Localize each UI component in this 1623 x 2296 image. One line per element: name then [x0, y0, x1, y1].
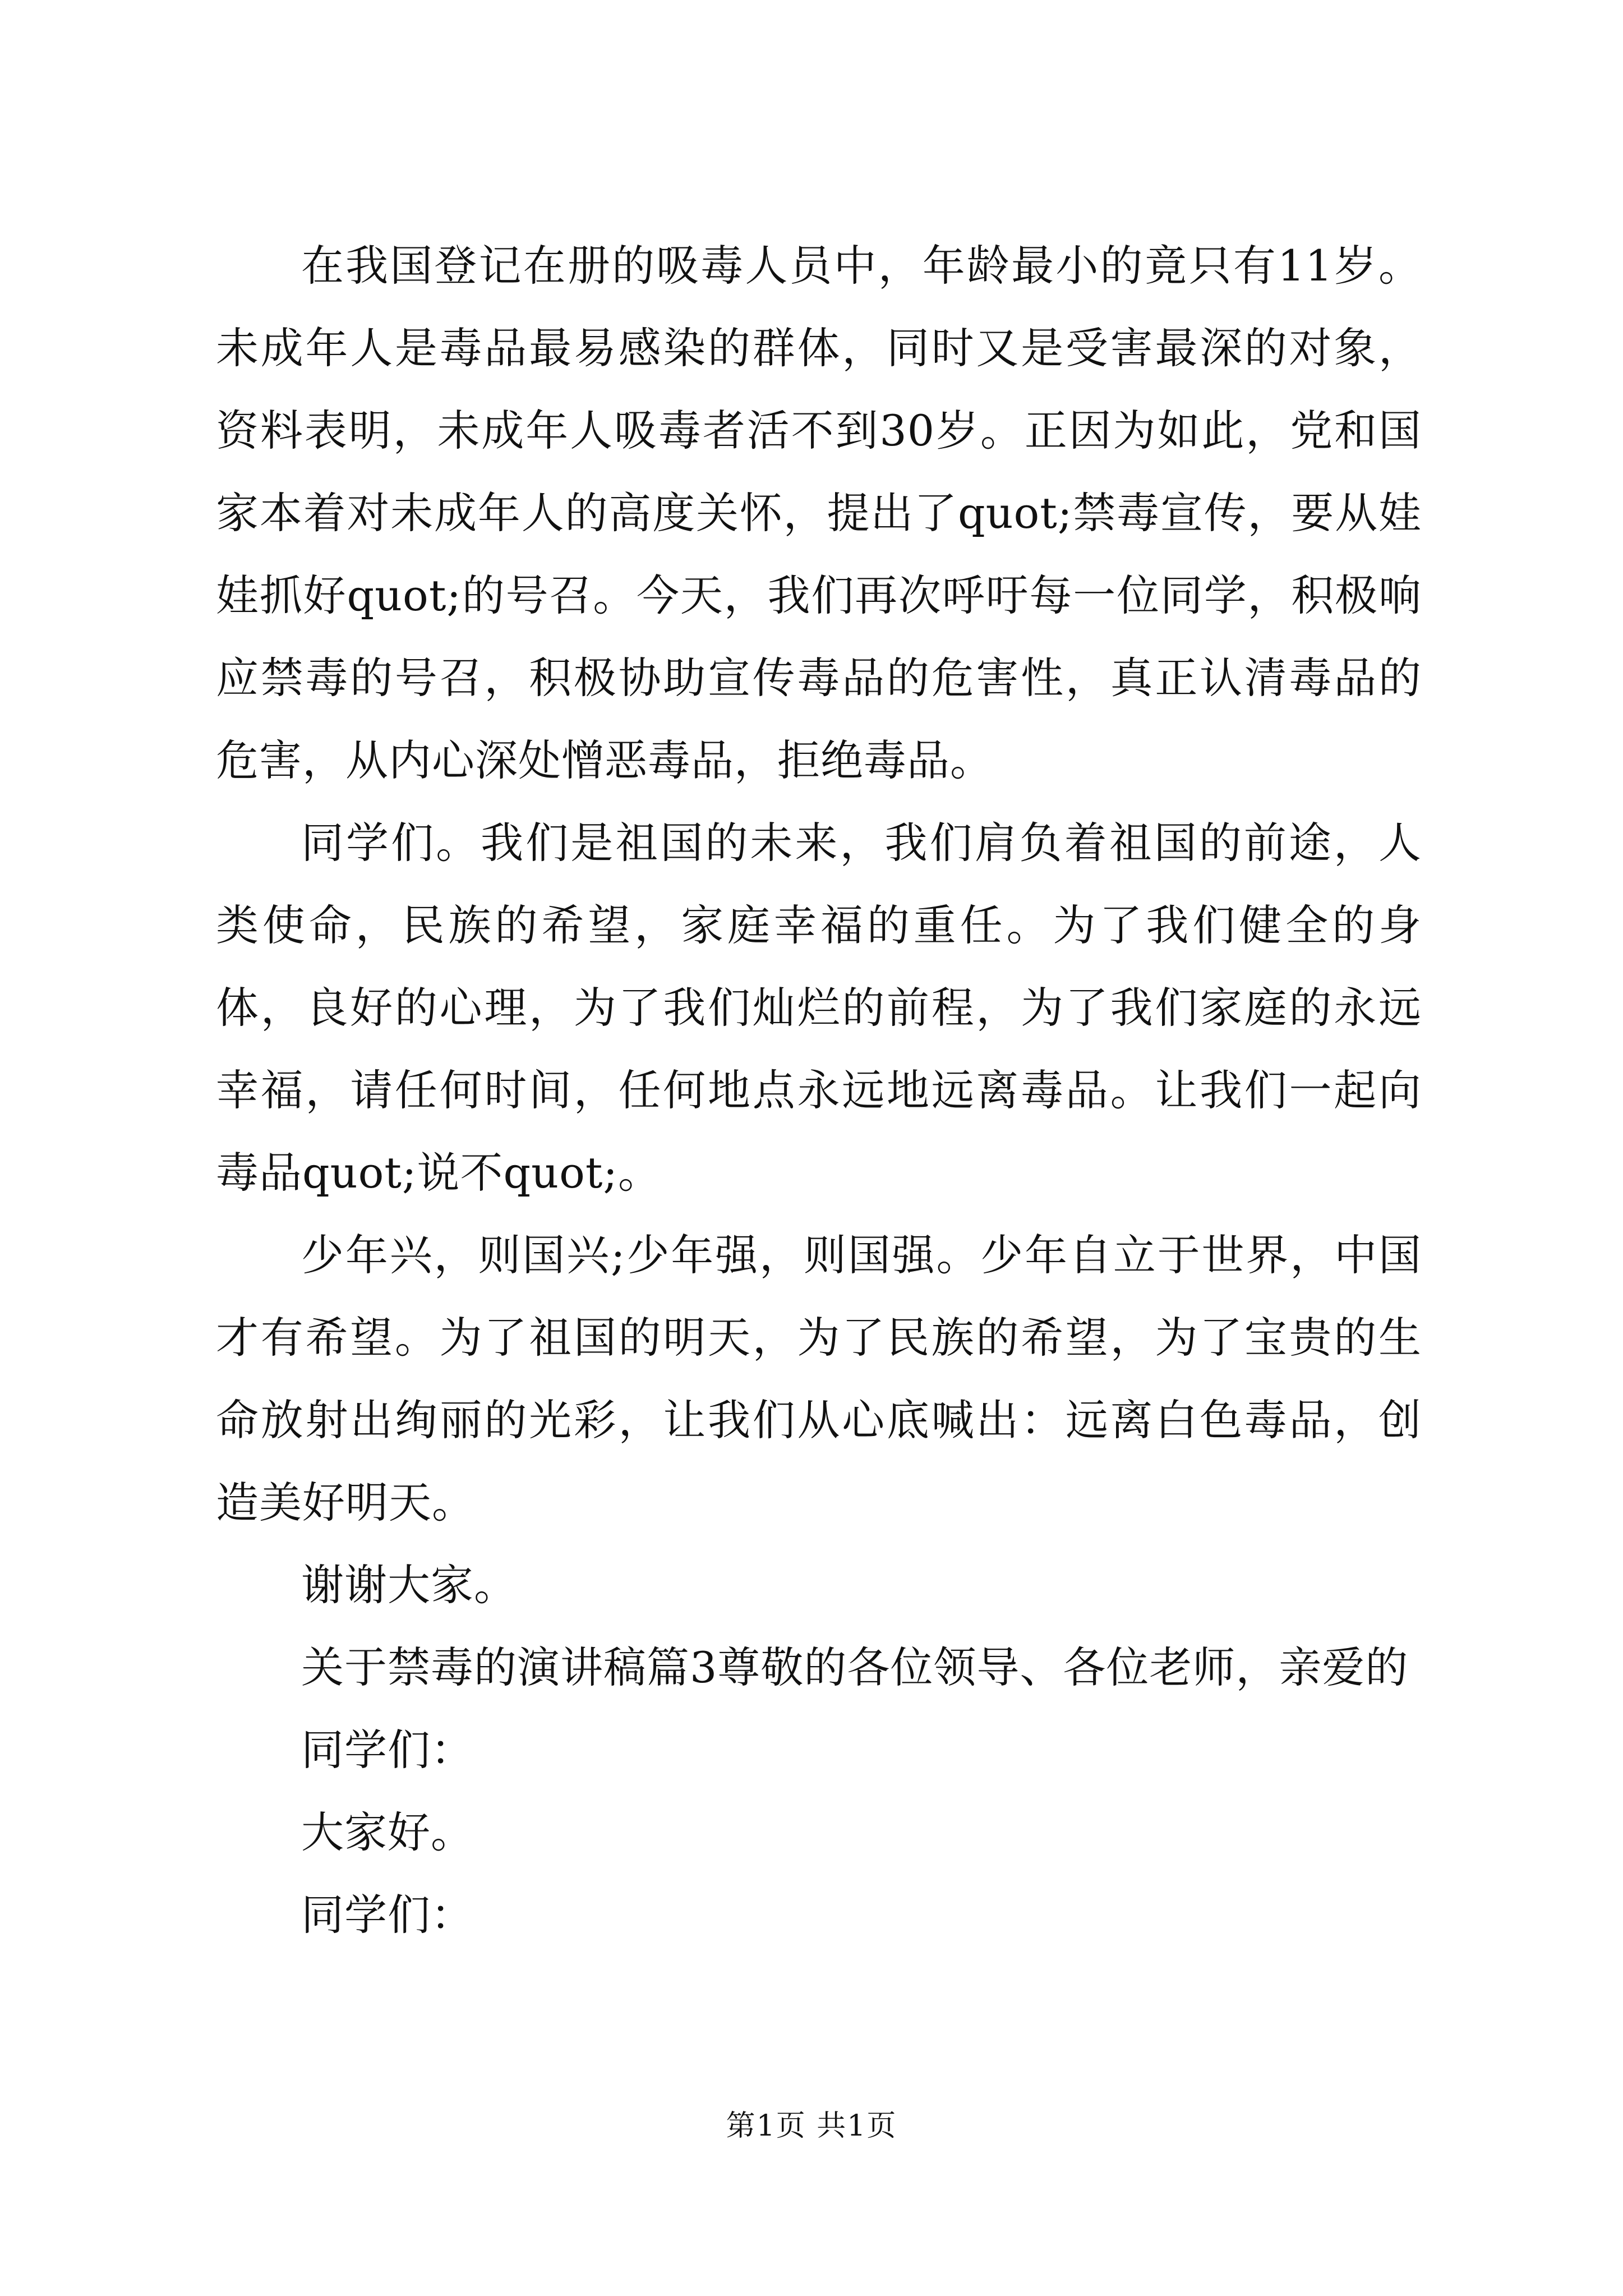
paragraph-1: 在我国登记在册的吸毒人员中，年龄最小的竟只有11岁。未成年人是毒品最易感染的群体，同时又是受害最深的对象，资料表明，未成年人吸毒者活不到30岁。正因为如此，党和国家本着对未成年人的高度关怀，提出了quot;禁毒宣传，要从娃娃抓好quot;的号召。今天，我们再次呼吁每一位同学，积极响应禁毒的号召，积极协助宣传毒品的危害性，真正认清毒品的危害，从内心深处憎恶毒品，拒绝毒品。: [216, 241, 1422, 785]
document-body: [216, 224, 1422, 1956]
greeting-line: 大家好。: [301, 1807, 474, 1857]
salutation-line-2: 同学们：: [301, 1890, 474, 1940]
paragraph-3: 少年兴，则国兴;少年强，则国强。少年自立于世界，中国才有希望。为了祖国的明天，为了民族的希望，为了宝贵的生命放射出绚丽的光彩，让我们从心底喊出：远离白色毒品，创造美好明天。: [216, 1230, 1422, 1527]
salutation-line: 同学们：: [301, 1725, 474, 1775]
page-footer: 第1页 共1页: [726, 2109, 897, 2143]
paragraph-2: 同学们。我们是祖国的未来，我们肩负着祖国的前途，人类使命，民族的希望，家庭幸福的重任。为了我们健全的身体，良好的心理，为了我们灿烂的前程，为了我们家庭的永远幸福，请任何时间，任何地点永远地远离毒品。让我们一起向毒品quot;说不quot;。: [216, 818, 1422, 1198]
thanks-line: 谢谢大家。: [301, 1560, 517, 1610]
speech-title-line: 关于禁毒的演讲稿篇3尊敬的各位领导、各位老师，亲爱的: [301, 1642, 1409, 1692]
